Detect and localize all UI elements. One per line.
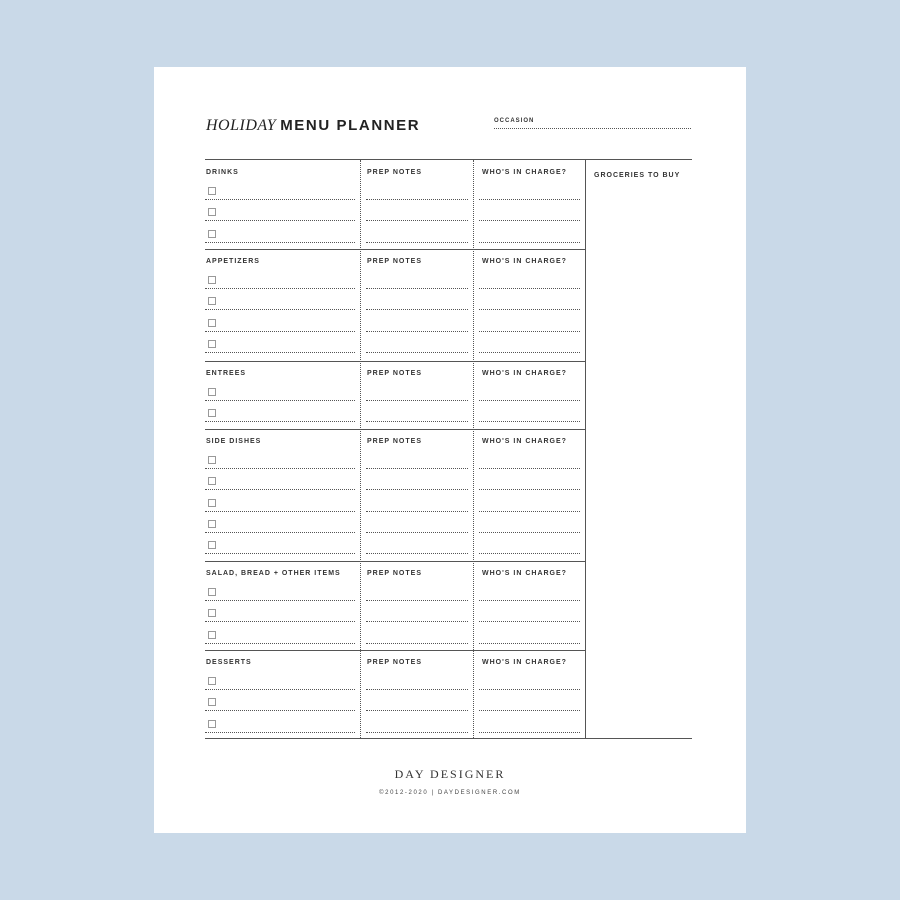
item-checkbox[interactable] bbox=[208, 541, 216, 549]
prep-line[interactable] bbox=[366, 331, 468, 332]
item-checkbox[interactable] bbox=[208, 698, 216, 706]
prep-notes-label: PREP NOTES bbox=[367, 570, 422, 577]
page-title bbox=[206, 117, 420, 135]
item-line[interactable] bbox=[205, 199, 355, 200]
prep-line[interactable] bbox=[366, 553, 468, 554]
prep-line[interactable] bbox=[366, 689, 468, 690]
section-separator bbox=[205, 249, 585, 250]
item-line[interactable] bbox=[205, 309, 355, 310]
charge-line[interactable] bbox=[479, 689, 580, 690]
prep-notes-label: PREP NOTES bbox=[367, 258, 422, 265]
whos-in-charge-label: WHO'S IN CHARGE? bbox=[482, 370, 567, 377]
section-separator bbox=[205, 361, 585, 362]
prep-line[interactable] bbox=[366, 489, 468, 490]
item-checkbox[interactable] bbox=[208, 588, 216, 596]
charge-line[interactable] bbox=[479, 288, 580, 289]
item-line[interactable] bbox=[205, 421, 355, 422]
section-label: ENTREES bbox=[206, 370, 247, 377]
charge-line[interactable] bbox=[479, 220, 580, 221]
item-line[interactable] bbox=[205, 621, 355, 622]
item-line[interactable] bbox=[205, 732, 355, 733]
prep-line[interactable] bbox=[366, 421, 468, 422]
item-checkbox[interactable] bbox=[208, 520, 216, 528]
whos-in-charge-label: WHO'S IN CHARGE? bbox=[482, 570, 567, 577]
occasion-field[interactable] bbox=[494, 128, 691, 129]
charge-line[interactable] bbox=[479, 600, 580, 601]
charge-line[interactable] bbox=[479, 309, 580, 310]
item-line[interactable] bbox=[205, 331, 355, 332]
item-line[interactable] bbox=[205, 643, 355, 644]
item-line[interactable] bbox=[205, 489, 355, 490]
item-line[interactable] bbox=[205, 553, 355, 554]
item-checkbox[interactable] bbox=[208, 187, 216, 195]
section-label: SIDE DISHES bbox=[206, 438, 262, 445]
charge-line[interactable] bbox=[479, 553, 580, 554]
prep-line[interactable] bbox=[366, 242, 468, 243]
charge-line[interactable] bbox=[479, 621, 580, 622]
charge-line[interactable] bbox=[479, 421, 580, 422]
item-checkbox[interactable] bbox=[208, 477, 216, 485]
charge-line[interactable] bbox=[479, 242, 580, 243]
charge-line[interactable] bbox=[479, 331, 580, 332]
prep-line[interactable] bbox=[366, 600, 468, 601]
prep-line[interactable] bbox=[366, 643, 468, 644]
charge-line[interactable] bbox=[479, 199, 580, 200]
item-checkbox[interactable] bbox=[208, 677, 216, 685]
column-divider bbox=[360, 160, 361, 738]
charge-line[interactable] bbox=[479, 511, 580, 512]
item-checkbox[interactable] bbox=[208, 720, 216, 728]
item-line[interactable] bbox=[205, 689, 355, 690]
whos-in-charge-label: WHO'S IN CHARGE? bbox=[482, 659, 567, 666]
title-italic: HOLIDAY bbox=[206, 117, 277, 134]
item-checkbox[interactable] bbox=[208, 388, 216, 396]
prep-line[interactable] bbox=[366, 532, 468, 533]
item-checkbox[interactable] bbox=[208, 208, 216, 216]
item-checkbox[interactable] bbox=[208, 319, 216, 327]
title-bold: MENU PLANNER bbox=[280, 117, 421, 134]
item-line[interactable] bbox=[205, 400, 355, 401]
section-separator bbox=[205, 650, 585, 651]
charge-line[interactable] bbox=[479, 489, 580, 490]
charge-line[interactable] bbox=[479, 532, 580, 533]
prep-notes-label: PREP NOTES bbox=[367, 438, 422, 445]
prep-line[interactable] bbox=[366, 352, 468, 353]
charge-line[interactable] bbox=[479, 710, 580, 711]
prep-line[interactable] bbox=[366, 732, 468, 733]
footer-copyright: ©2012-2020 | DAYDESIGNER.COM bbox=[379, 790, 521, 796]
item-line[interactable] bbox=[205, 220, 355, 221]
whos-in-charge-label: WHO'S IN CHARGE? bbox=[482, 258, 567, 265]
charge-line[interactable] bbox=[479, 468, 580, 469]
groceries-header: GROCERIES TO BUY bbox=[594, 172, 681, 179]
groceries-area[interactable] bbox=[586, 185, 692, 735]
charge-line[interactable] bbox=[479, 732, 580, 733]
charge-line[interactable] bbox=[479, 643, 580, 644]
section-separator bbox=[205, 429, 585, 430]
item-line[interactable] bbox=[205, 352, 355, 353]
item-line[interactable] bbox=[205, 511, 355, 512]
prep-line[interactable] bbox=[366, 400, 468, 401]
charge-line[interactable] bbox=[479, 400, 580, 401]
prep-notes-label: PREP NOTES bbox=[367, 370, 422, 377]
section-label: SALAD, BREAD + OTHER ITEMS bbox=[206, 570, 341, 577]
item-line[interactable] bbox=[205, 600, 355, 601]
item-line[interactable] bbox=[205, 468, 355, 469]
item-checkbox[interactable] bbox=[208, 340, 216, 348]
section-separator bbox=[205, 561, 585, 562]
brand-logo: DAY DESIGNER bbox=[394, 767, 506, 781]
column-divider bbox=[473, 160, 474, 738]
item-checkbox[interactable] bbox=[208, 631, 216, 639]
item-checkbox[interactable] bbox=[208, 609, 216, 617]
item-line[interactable] bbox=[205, 288, 355, 289]
prep-line[interactable] bbox=[366, 621, 468, 622]
occasion-label: OCCASION bbox=[494, 118, 535, 124]
item-checkbox[interactable] bbox=[208, 499, 216, 507]
item-checkbox[interactable] bbox=[208, 276, 216, 284]
prep-notes-label: PREP NOTES bbox=[367, 169, 422, 176]
prep-line[interactable] bbox=[366, 468, 468, 469]
prep-notes-label: PREP NOTES bbox=[367, 659, 422, 666]
section-label: DRINKS bbox=[206, 169, 239, 176]
section-label: APPETIZERS bbox=[206, 258, 260, 265]
item-checkbox[interactable] bbox=[208, 297, 216, 305]
whos-in-charge-label: WHO'S IN CHARGE? bbox=[482, 438, 567, 445]
whos-in-charge-label: WHO'S IN CHARGE? bbox=[482, 169, 567, 176]
prep-line[interactable] bbox=[366, 710, 468, 711]
prep-line[interactable] bbox=[366, 220, 468, 221]
item-line[interactable] bbox=[205, 710, 355, 711]
item-checkbox[interactable] bbox=[208, 456, 216, 464]
menu-grid bbox=[205, 159, 692, 739]
item-line[interactable] bbox=[205, 242, 355, 243]
item-checkbox[interactable] bbox=[208, 409, 216, 417]
prep-line[interactable] bbox=[366, 199, 468, 200]
charge-line[interactable] bbox=[479, 352, 580, 353]
section-label: DESSERTS bbox=[206, 659, 252, 666]
prep-line[interactable] bbox=[366, 309, 468, 310]
prep-line[interactable] bbox=[366, 288, 468, 289]
prep-line[interactable] bbox=[366, 511, 468, 512]
item-line[interactable] bbox=[205, 532, 355, 533]
planner-page bbox=[154, 67, 746, 833]
item-checkbox[interactable] bbox=[208, 230, 216, 238]
